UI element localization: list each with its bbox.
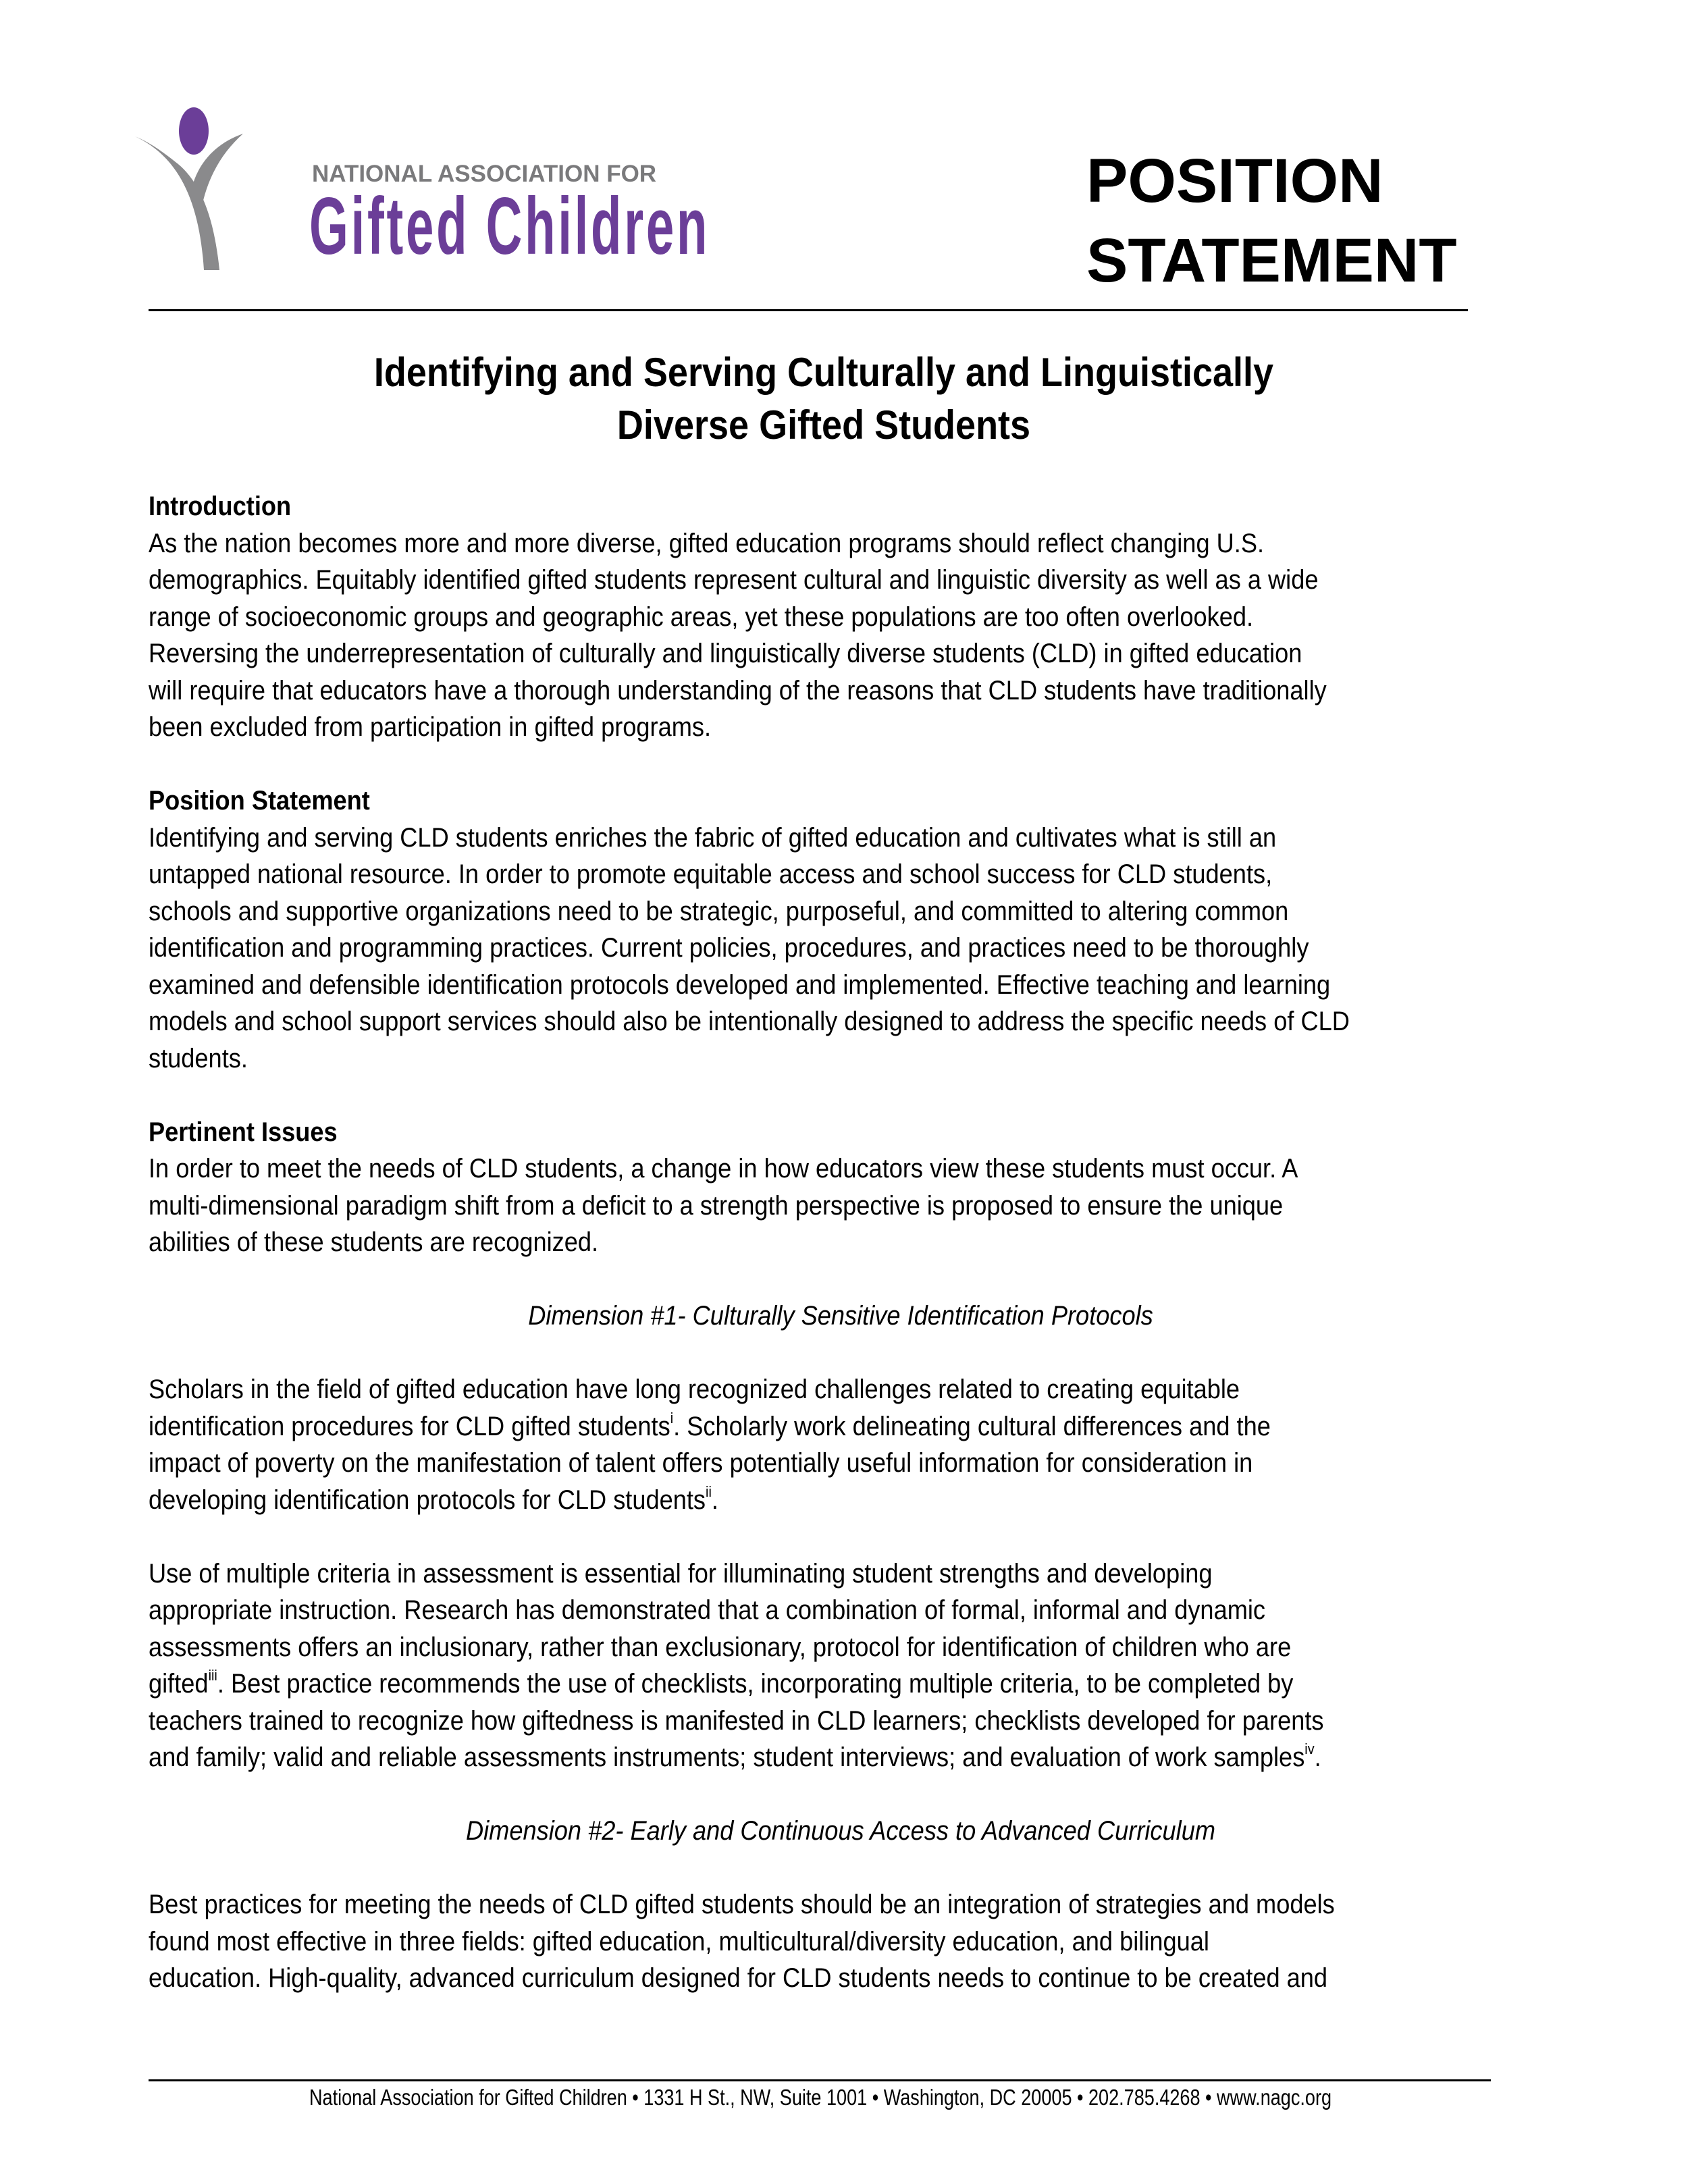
body-text-line <box>149 856 1401 893</box>
dimension-heading <box>214 1813 1467 1850</box>
text-segment: Best practices for meeting the needs of CLD gifted students should be an integration of strategies and models <box>149 1890 1335 1919</box>
text-segment: . Best practice recommends the use of checklists, incorporating multiple criteria, to be completed by <box>217 1669 1294 1699</box>
body-text-line <box>149 562 1401 599</box>
footnote-reference[interactable]: i <box>670 1409 674 1427</box>
section-heading <box>149 782 1401 820</box>
blank-line <box>149 746 1401 783</box>
text-segment: Pertinent Issues <box>149 1117 338 1147</box>
text-segment: teachers trained to recognize how giftedness is manifested in CLD learners; checklists developed for parents <box>149 1705 1324 1736</box>
body-text-line <box>149 1371 1401 1408</box>
text-segment: Reversing the underrepresentation of culturally and linguistically diverse students (CLD) in gifted education <box>149 639 1302 668</box>
blank-line <box>149 1518 1401 1555</box>
text-segment: untapped national resource. In order to promote equitable access and school success for CLD students, <box>149 859 1273 889</box>
body-text-line <box>149 1482 1401 1519</box>
footnote-reference[interactable]: ii <box>706 1483 712 1500</box>
blank-line <box>149 1776 1401 1813</box>
text-segment: impact of poverty on the manifestation of talent offers potentially useful information for consideration in <box>149 1448 1253 1478</box>
footer-contact: National Association for Gifted Children • 1331 H St., NW, Suite 1001 • Washington, DC 20005 • 202.785.4268 • www.nagc.org <box>309 2085 1332 2110</box>
body-text-line <box>149 1408 1401 1445</box>
logo-text-line2: Gifted Children <box>309 181 710 271</box>
text-segment: assessments offers an inclusionary, rather than exclusionary, protocol for identification of children who are <box>149 1632 1292 1662</box>
header-divider <box>149 309 1468 311</box>
text-segment: identification and programming practices. Current policies, procedures, and practices need to be thoroughly <box>149 933 1309 963</box>
text-segment: Identifying and serving CLD students enriches the fabric of gifted education and cultivates what is still an <box>149 822 1277 853</box>
text-segment: . Scholarly work delineating cultural differences and the <box>673 1411 1271 1441</box>
text-segment: found most effective in three fields: gifted education, multicultural/diversity education, and bilingual <box>149 1926 1209 1956</box>
text-segment: As the nation becomes more and more diverse, gifted education programs should reflect changing U.S. <box>149 528 1265 558</box>
body-text-line <box>149 1666 1401 1703</box>
body-text-line <box>149 1150 1401 1188</box>
text-segment: Dimension #1- Culturally Sensitive Identification Protocols <box>528 1301 1153 1331</box>
blank-line <box>149 1261 1401 1298</box>
footnote-reference[interactable]: iii <box>208 1667 217 1684</box>
text-segment: Introduction <box>149 491 292 521</box>
section-heading <box>149 1114 1401 1151</box>
body-text-line <box>149 525 1401 562</box>
doc-type-line2: STATEMENT <box>1086 226 1457 295</box>
body-text-line <box>149 1923 1401 1961</box>
text-segment: developing identification protocols for CLD students <box>149 1485 706 1515</box>
text-segment: models and school support services should also be intentionally designed to address the specific needs of CLD <box>149 1007 1350 1036</box>
text-segment: Scholars in the field of gifted education have long recognized challenges related to creating equitable <box>149 1375 1240 1404</box>
footer-divider <box>149 2079 1491 2081</box>
body-text-line <box>149 1003 1401 1040</box>
text-segment: students. <box>149 1043 248 1073</box>
text-segment: education. High-quality, advanced curriculum designed for CLD students needs to continue to be created and <box>149 1963 1328 1993</box>
text-segment: multi-dimensional paradigm shift from a deficit to a strength perspective is proposed to ensure the unique <box>149 1190 1284 1221</box>
body-text-line <box>149 967 1401 1004</box>
body-text-line <box>149 1703 1401 1740</box>
blank-line <box>149 1335 1401 1372</box>
body-text-line <box>149 1040 1401 1077</box>
text-segment: schools and supportive organizations need to be strategic, purposeful, and committed to altering common <box>149 896 1289 926</box>
text-segment: will require that educators have a thorough understanding of the reasons that CLD students have traditionally <box>149 675 1327 705</box>
document-title-line2: Diverse Gifted Students <box>616 402 1031 448</box>
body-text-line <box>149 893 1401 930</box>
text-segment: appropriate instruction. Research has demonstrated that a combination of formal, informal and dynamic <box>149 1595 1266 1625</box>
text-segment: gifted <box>149 1669 209 1699</box>
body-text-line <box>149 599 1401 636</box>
document-title-line1: Identifying and Serving Culturally and Linguistically <box>373 350 1274 395</box>
document-body <box>149 488 1533 1997</box>
doc-type-line1: POSITION <box>1086 147 1383 215</box>
blank-line <box>149 1077 1401 1114</box>
footnote-reference[interactable]: iv <box>1304 1740 1315 1757</box>
text-segment: examined and defensible identification protocols developed and implemented. Effective teaching and learning <box>149 969 1331 1000</box>
text-segment: range of socioeconomic groups and geographic areas, yet these populations are too often overlooked. <box>149 602 1254 632</box>
text-segment: identification procedures for CLD gifted students <box>149 1411 670 1441</box>
text-segment: been excluded from participation in gifted programs. <box>149 712 712 742</box>
body-text-line <box>149 1224 1401 1261</box>
body-text-line <box>149 672 1401 710</box>
text-segment: Dimension #2- Early and Continuous Access to Advanced Curriculum <box>465 1816 1215 1846</box>
text-segment: In order to meet the needs of CLD students, a change in how educators view these students must occur. A <box>149 1154 1298 1183</box>
body-text-line <box>149 1629 1401 1666</box>
blank-line <box>149 1850 1401 1887</box>
body-text-line <box>149 1739 1401 1776</box>
body-text-line <box>149 635 1401 672</box>
body-text-line <box>149 1555 1401 1593</box>
text-segment: Position Statement <box>149 786 370 816</box>
body-text-line <box>149 1445 1401 1482</box>
body-text-line <box>149 1886 1401 1923</box>
section-heading <box>149 488 1401 525</box>
body-text-line <box>149 820 1401 857</box>
text-segment: and family; valid and reliable assessments instruments; student interviews; and evaluation of work samples <box>149 1742 1305 1772</box>
body-text-line <box>149 930 1401 967</box>
nagc-logo <box>128 101 709 270</box>
body-text-line <box>149 1960 1401 1997</box>
body-text-line <box>149 1188 1401 1225</box>
dimension-heading <box>214 1298 1467 1335</box>
text-segment: . <box>711 1485 718 1515</box>
body-text-line <box>149 1592 1401 1629</box>
text-segment: abilities of these students are recognized. <box>149 1227 599 1257</box>
text-segment: Use of multiple criteria in assessment is essential for illuminating student strengths and developing <box>149 1558 1213 1589</box>
text-segment: . <box>1314 1742 1321 1772</box>
body-text-line <box>149 709 1401 746</box>
logo-text-line1: NATIONAL ASSOCIATION FOR <box>312 161 657 187</box>
text-segment: demographics. Equitably identified gifted students represent cultural and linguistic diversity as well as a wide <box>149 565 1319 595</box>
